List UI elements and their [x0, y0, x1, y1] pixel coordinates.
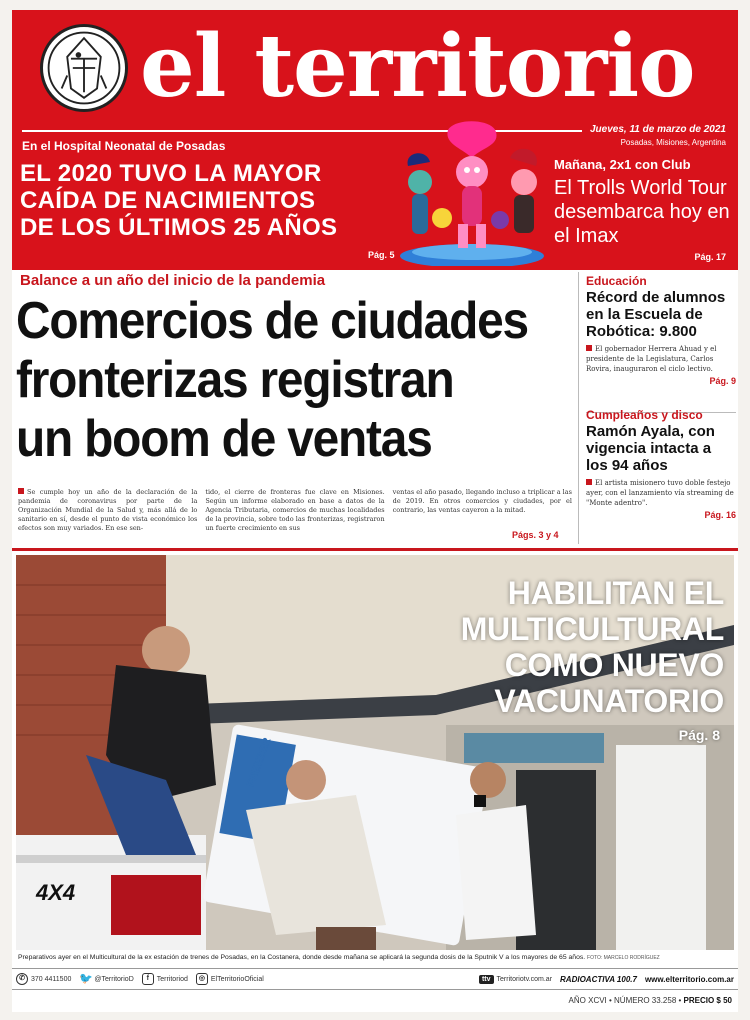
sidebar-body: El gobernador Herrera Ahuad y el presidente de la Legislatura, Carlos Rovira, inauguraron el ciclo lectivo.	[586, 345, 717, 373]
contact-footer	[12, 968, 738, 990]
brand-title: el territorio	[140, 16, 695, 117]
sidebar-story-birthday[interactable]	[586, 408, 736, 520]
website-link[interactable]: www.elterritorio.com.ar	[644, 974, 734, 984]
twitter-link[interactable]: 🐦 @TerritorioD	[79, 973, 134, 985]
promo-headline[interactable]: El Trolls World Tour desembarca hoy en el Imax	[554, 177, 730, 247]
photo-story-headline[interactable]: HABILITAN EL MULTICULTURAL COMO NUEVO VACUNATORIO	[460, 575, 724, 719]
bullet-square-icon	[18, 488, 24, 494]
photo-credit: FOTO: MARCELO RODRÍGUEZ	[587, 955, 660, 961]
edition-date: Jueves, 11 de marzo de 2021	[589, 124, 726, 135]
main-story-page: Págs. 3 y 4	[512, 530, 559, 540]
column-divider	[578, 272, 579, 544]
photo-caption: Preparativos ayer en el Multicultural de la ex estación de trenes de Posadas, en la Costanera, donde desde mañana se aplicará la segunda dosis de la Sputnik V a los mayores de 65 años. FOTO: MARCELO RODRÍGUEZ	[18, 954, 660, 961]
top-story-headline[interactable]: EL 2020 TUVO LA MAYOR CAÍDA DE NACIMIENTOS DE LOS ÚLTIMOS 25 AÑOS	[20, 160, 338, 241]
lead-photo[interactable]	[16, 555, 734, 950]
main-story-headline[interactable]: Comercios de ciudades fronterizas registran un boom de ventas	[16, 292, 528, 468]
tv-badge: ttv	[479, 975, 494, 984]
top-story-page: Pág. 5	[368, 250, 395, 260]
section-rule	[12, 548, 738, 551]
body-column: ventas el año pasado, llegando incluso a triplicar a las de 2019. En otros comercios y ciudades, por el contrario, las ventas cayeron a la mitad.	[392, 488, 572, 514]
instagram-icon: ◎	[196, 973, 208, 985]
issue-info: AÑO XCVI • NÚMERO 33.258 • PRECIO $ 50	[568, 996, 732, 1005]
trolls-characters-icon	[396, 118, 548, 266]
top-story-kicker: En el Hospital Neonatal de Posadas	[22, 139, 226, 153]
sidebar-body: El artista misionero tuvo doble festejo ayer, con el lanzamiento vía streaming de "Monte adentro".	[586, 479, 734, 507]
sidebar-headline: Ramón Ayala, con vigencia intacta a los 94 años	[586, 423, 715, 474]
sidebar-headline: Récord de alumnos en la Escuela de Robótica: 9.800	[586, 289, 726, 340]
photo-story-page: Pág. 8	[678, 727, 720, 743]
newspaper-seal-icon	[40, 24, 128, 112]
twitter-icon: 🐦	[79, 973, 94, 985]
promo-page: Pág. 17	[694, 252, 726, 262]
newspaper-front-page	[12, 10, 738, 1012]
main-story-kicker: Balance a un año del inicio de la pandemia	[20, 272, 326, 289]
body-column: tido, el cierre de fronteras fue clave en Misiones. Según un informe elaborado en base a datos de la Agencia Tributaria, comercios de muchas localidades de la provincia, sobre todo las fronterizas, registraron un fuerte crecimiento en sus	[205, 488, 385, 532]
main-story-body	[18, 488, 572, 533]
facebook-link[interactable]: f Territoriod	[142, 973, 188, 985]
truck-badge: 4X4	[36, 880, 76, 905]
bullet-square-icon	[586, 479, 592, 485]
instagram-link[interactable]: ◎ ElTerritorioOficial	[196, 973, 264, 985]
promo-kicker: Mañana, 2x1 con Club	[554, 157, 691, 172]
bullet-square-icon	[586, 345, 592, 351]
freezer-label: FREEZER	[244, 736, 274, 789]
facebook-icon: f	[142, 973, 154, 985]
sidebar-page: Pág. 16	[704, 510, 736, 520]
edition-place: Posadas, Misiones, Argentina	[620, 138, 726, 147]
sidebar-kicker: Cumpleaños y disco	[586, 408, 703, 422]
masthead	[12, 10, 738, 270]
body-column: Se cumple hoy un año de la declaración de la pandemia de coronavirus por parte de la Organización Mundial de la Salud y, más allá de lo sanitario en sí, desde el punto de vista económico los efectos son muy variados. En ese sen-	[18, 488, 198, 532]
tv-link[interactable]: ttv Territoriotv.com.ar	[479, 975, 552, 984]
whatsapp-icon: ✆	[16, 973, 28, 985]
radio-link[interactable]: RADIOACTIVA 100.7	[560, 974, 637, 984]
sidebar-story-education[interactable]	[586, 274, 736, 386]
whatsapp-contact[interactable]: ✆ 370 4411500	[16, 973, 71, 985]
sidebar-kicker: Educación	[586, 274, 647, 288]
sidebar-page: Pág. 9	[709, 376, 736, 386]
